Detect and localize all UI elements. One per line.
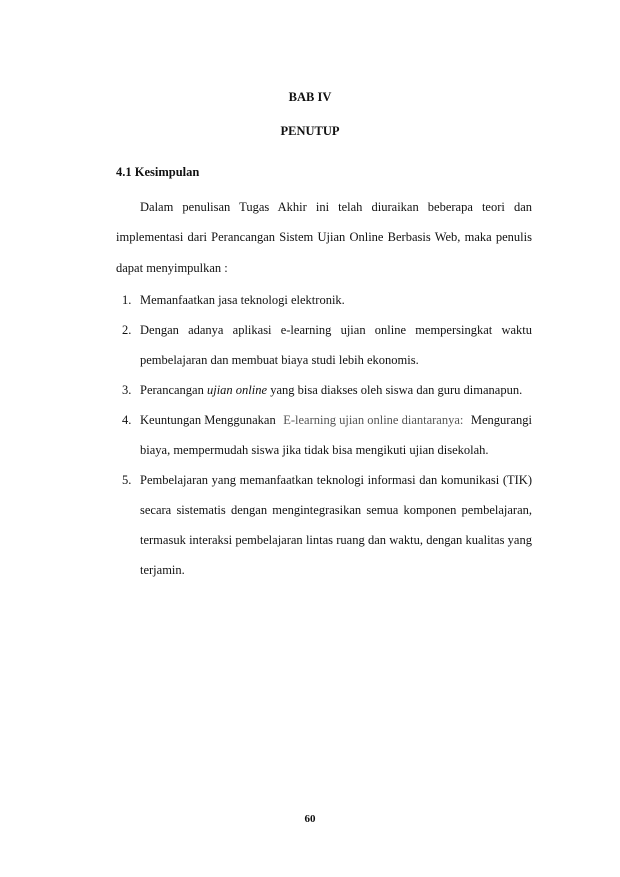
list-number: 4. — [122, 413, 132, 427]
list-text-pre: Perancangan — [140, 383, 207, 397]
list-text-a: Keuntungan Menggunakan — [140, 413, 276, 427]
intro-line-2: implementasi dari Perancangan Sistem Ujian Online Berbasis Web, maka penulis — [116, 230, 532, 244]
list-text — [140, 383, 532, 398]
list-text-line-2: secara sistematis dengan mengintegrasikan semua komponen pembelajaran, — [140, 503, 532, 517]
list-number: 1. — [122, 293, 132, 307]
list-text-line-2: pembelajaran dan membuat biaya studi lebih ekonomis. — [140, 353, 419, 367]
page-number: 60 — [304, 813, 316, 825]
intro-line-3: dapat menyimpulkan : — [116, 261, 228, 275]
list-text-line-2: biaya, mempermudah siswa jika tidak bisa mengikuti ujian disekolah. — [140, 443, 489, 457]
list-text-c: Mengurangi — [470, 413, 532, 427]
list-text-b: E-learning ujian online diantaranya: — [283, 413, 464, 427]
list-number: 2. — [122, 323, 132, 337]
chapter-title: PENUTUP — [280, 124, 340, 138]
list-text-line-1 — [140, 413, 532, 428]
list-text: Memanfaatkan jasa teknologi elektronik. — [140, 293, 345, 307]
list-text-line-3: termasuk interaksi pembelajaran lintas ruang dan waktu, dengan kualitas yang — [140, 533, 532, 547]
intro-line-1: Dalam penulisan Tugas Akhir ini telah diuraikan beberapa teori dan — [140, 200, 532, 214]
section-heading: 4.1 Kesimpulan — [116, 165, 200, 179]
list-text-line-1: Pembelajaran yang memanfaatkan teknologi informasi dan komunikasi (TIK) — [140, 473, 532, 487]
list-text-post: yang bisa diakses oleh siswa dan guru dimanapun. — [267, 383, 523, 397]
list-text-line-1: Dengan adanya aplikasi e-learning ujian online mempersingkat waktu — [140, 323, 532, 337]
italic-term: ujian online — [206, 383, 268, 397]
list-number: 5. — [122, 473, 132, 487]
chapter-label: BAB IV — [288, 90, 332, 104]
list-number: 3. — [122, 383, 132, 397]
list-text-line-4: terjamin. — [140, 563, 185, 577]
